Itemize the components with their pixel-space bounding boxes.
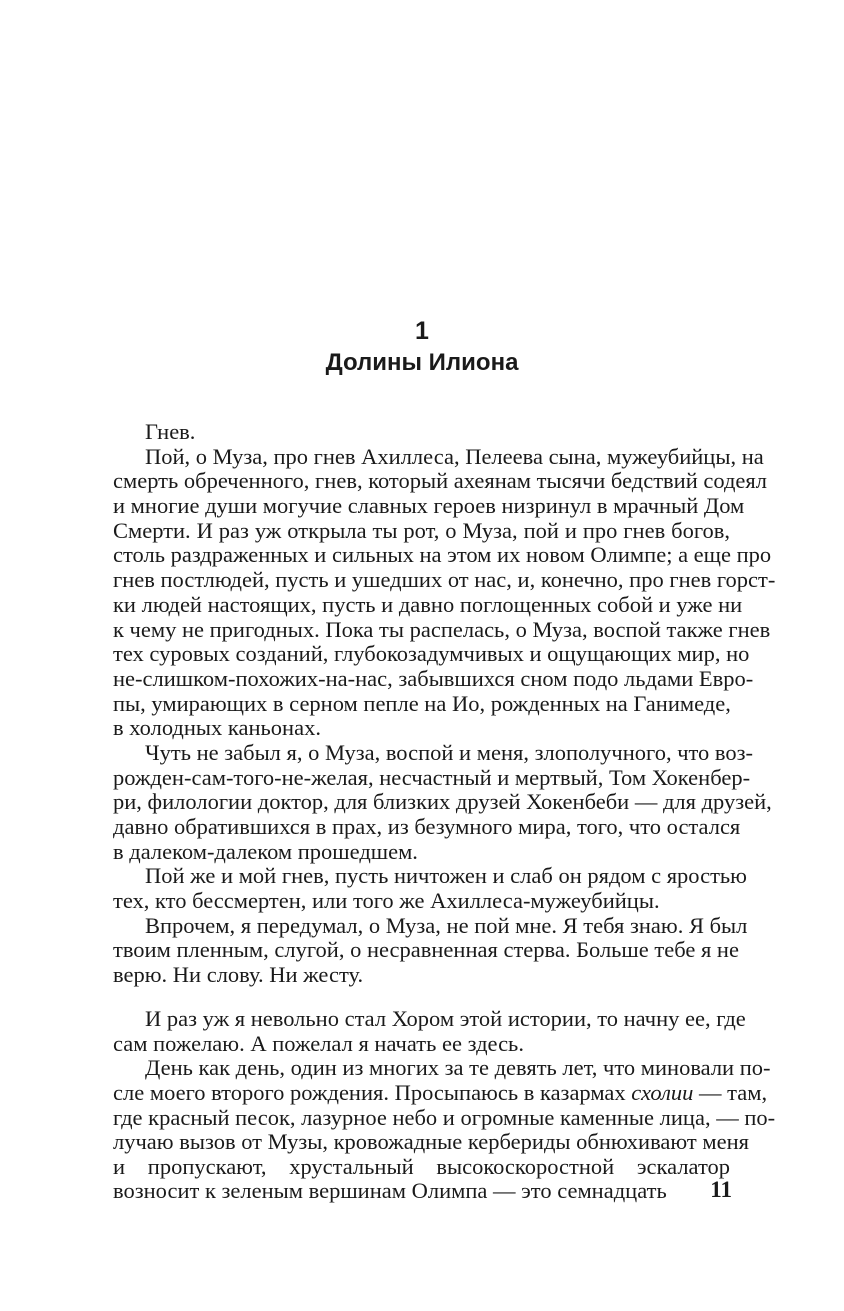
chapter-title: Долины Илиона <box>325 349 519 376</box>
text-line: твоим пленным, слугой, о несравненная стерва. Больше тебе я не <box>113 937 739 963</box>
text-line <box>113 1080 768 1106</box>
italic-term: схолии <box>631 1080 694 1106</box>
text-line: верю. Ни слову. Ни жесту. <box>113 962 364 988</box>
text-line: смерть обреченного, гнев, который ахеянам тысячи бедствий содеял <box>113 468 767 494</box>
text-line: давно обратившихся в прах, из безумного мира, того, что остался <box>113 814 741 839</box>
text-line: не-слишком-похожих-на-нас, забывшихся сном подо льдами Евро- <box>113 665 754 691</box>
text-line: в холодных каньонах. <box>113 715 321 741</box>
text-line: гнев постлюдей, пусть и ушедших от нас, и, конечно, про гнев горст- <box>113 567 776 593</box>
text-line: где красный песок, лазурное небо и огромные каменные лица, — по- <box>113 1104 776 1130</box>
text-line: пы, умирающих в серном пепле на Ио, рожденных на Ганимеде, <box>113 690 731 716</box>
text-line: рожден-сам-того-не-желая, несчастный и мертвый, Том Хокенбер- <box>113 764 751 790</box>
text-line: Смерти. И раз уж открыла ты рот, о Муза, пой и про гнев богов, <box>113 517 730 543</box>
text-line: Впрочем, я передумал, о Муза, не пой мне. Я тебя знаю. Я был <box>145 912 748 938</box>
text-line: лучаю вызов от Музы, кровожадные кербериды обнюхивают меня <box>113 1129 749 1155</box>
chapter-number: 1 <box>415 317 429 345</box>
text-line: Пой, о Муза, про гнев Ахиллеса, Пелеева сына, мужеубийцы, на <box>145 443 764 469</box>
text-line: сам пожелаю. А пожелал я начать ее здесь. <box>113 1030 524 1056</box>
text-line: тех, кто бессмертен, или того же Ахиллеса-мужеубийцы. <box>113 888 660 914</box>
text-line: и пропускают, хрустальный высокоскоростной эскалатор <box>113 1154 730 1180</box>
text-segment: сле моего второго рождения. Просыпаюсь в казармах <box>113 1080 632 1106</box>
text-segment: — там, <box>693 1080 768 1106</box>
text-line: ки людей настоящих, пусть и давно поглощенных собой и уже ни <box>113 591 743 617</box>
text-line: в далеком-далеком прошедшем. <box>113 838 418 864</box>
text-line: тех суровых созданий, глубокозадумчивых и ощущающих мир, но <box>113 641 750 667</box>
text-line: возносит к зеленым вершинам Олимпа — это семнадцать <box>113 1178 667 1203</box>
text-block-2 <box>113 1006 776 1180</box>
text-block-1 <box>113 419 776 988</box>
final-line-container <box>113 1179 730 1204</box>
text-line: Гнев. <box>145 419 196 444</box>
text-line: Пой же и мой гнев, пусть ничтожен и слаб он рядом с яростью <box>145 863 747 889</box>
text-line: и многие души могучие славных героев низринул в мрачный Дом <box>113 493 745 519</box>
text-line: День как день, один из многих за те девять лет, что миновали по- <box>145 1055 771 1081</box>
text-line: И раз уж я невольно стал Хором этой истории, то начну ее, где <box>145 1006 746 1031</box>
text-line: к чему не пригодных. Пока ты распелась, о Муза, воспой также гнев <box>113 616 771 642</box>
text-line: столь раздраженных и сильных на этом их новом Олимпе; а еще про <box>113 542 772 568</box>
text-line: Чуть не забыл я, о Муза, воспой и меня, злополучного, что воз- <box>145 739 754 765</box>
text-line: ри, филологии доктор, для близких друзей Хокенбеби — для друзей, <box>113 789 772 815</box>
page-number: 11 <box>710 1177 732 1202</box>
